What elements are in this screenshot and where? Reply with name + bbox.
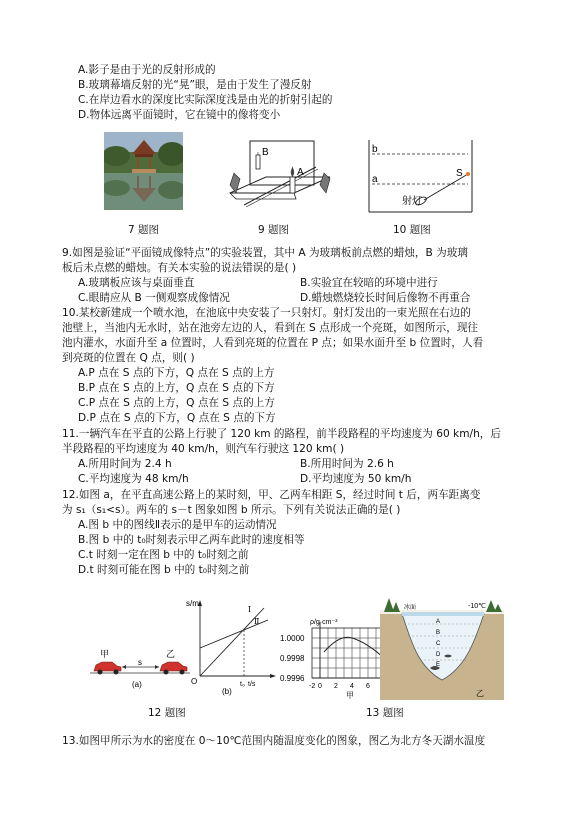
- fig13a-ytick-1: 1.0000: [280, 634, 305, 643]
- figure-13b-winter-lake: [380, 596, 504, 700]
- fig12a-sub-label: (a): [132, 680, 142, 689]
- caption-figure-10: 10 题图: [393, 224, 431, 236]
- fig13a-ytick-3: 0.9996: [280, 674, 305, 683]
- q9-stem-line-2: 板后未点燃的蜡烛。有关本实验的说法错误的是( ): [62, 262, 297, 274]
- fig13b-layer-b: B: [436, 630, 441, 636]
- fig13a-sub-label: 甲: [346, 691, 354, 700]
- q8-option-d: D.物体远离平面镜时，它在镜中的像将变小: [78, 109, 281, 121]
- q11-option-d: D.平均速度为 50 km/h: [300, 473, 412, 485]
- q10-option-b: B.P 点在 S 点的上方，Q 点在 S 点的下方: [78, 382, 275, 394]
- q12-option-c: C.t 时刻一定在图 b 中的 t₀时刻之前: [78, 549, 249, 561]
- q10-option-d: D.P 点在 S 点的下方，Q 点在 S 点的下方: [78, 412, 276, 424]
- q12-option-a: A.图 b 中的图线Ⅱ表示的是甲车的运动情况: [78, 519, 277, 531]
- q8-option-b: B.玻璃幕墙反射的光“晃”眼，是由于发生了漫反射: [78, 79, 312, 91]
- fig12b-line-2-label: Ⅱ: [254, 617, 260, 626]
- fig12b-sub-label: (b): [222, 687, 232, 696]
- q11-option-b: B.所用时间为 2.6 h: [300, 458, 394, 470]
- fig12a-label-jia: 甲: [100, 649, 110, 659]
- fig13b-layer-c: C: [436, 641, 441, 647]
- q9-option-a: A.玻璃板应该与桌面垂直: [78, 277, 195, 289]
- q12-option-d: D.t 时刻可能在图 b 中的 t₀时刻之前: [78, 564, 250, 576]
- figure-9-mirror-experiment: [226, 133, 334, 211]
- fig12b-ylabel: s/m: [186, 599, 199, 608]
- q11-stem-line-2: 半段路程的平均速度为 40 km/h，则汽车行驶这 120 km( ): [62, 443, 345, 455]
- q9-option-c: C.眼睛应从 B 一侧观察成像情况: [78, 292, 230, 304]
- fig13a-xtick-3: 2: [334, 683, 338, 690]
- caption-figure-9: 9 题图: [258, 224, 290, 236]
- q9-option-d: D.蜡烛燃烧较长时间后像物不再重合: [300, 292, 471, 304]
- fig13a-xtick-5: 6: [366, 683, 370, 690]
- q9-option-b: B.实验宜在较暗的环境中进行: [300, 277, 438, 289]
- fig13a-xtick-1: -2: [309, 683, 316, 690]
- figure-12a-two-cars: [90, 645, 190, 691]
- q10-stem-line-1: 10.某校新建成一个喷水池，在池底中央安装了一只射灯。射灯发出的一束光照在右边的: [62, 307, 471, 319]
- figure-10-pool-spotlight: [368, 136, 478, 214]
- q9-stem-line-1: 9.如图是验证“平面镜成像特点”的实验装置，其中 A 为玻璃板前点燃的蜡烛，B 为玻璃: [62, 247, 468, 259]
- caption-figure-7: 7 题图: [128, 224, 160, 236]
- q8-option-c: C.在岸边看水的深度比实际深度浅是由光的折射引起的: [78, 94, 333, 106]
- q12-option-b: B.图 b 中的 t₀时刻表示甲乙两车此时的速度相等: [78, 534, 305, 546]
- q12-stem-line-2: 为 s₁（s₁<s）。两车的 s－t 图象如图 b 所示。下列有关说法正确的是( ): [62, 504, 401, 516]
- q11-stem-line-1: 11.一辆汽车在平直的公路上行驶了 120 km 的路程，前半段路程的平均速度为 60 km/h，后: [62, 428, 501, 440]
- caption-figure-12: 12 题图: [148, 707, 186, 719]
- fig13b-ice-label: 冰面: [404, 605, 417, 611]
- figure-7-pavilion-photo: [104, 132, 183, 210]
- fig12b-xlabel: t/s: [248, 681, 256, 688]
- figure-12b-st-graph: [186, 596, 278, 696]
- fig13b-layer-d: D: [436, 652, 441, 658]
- fig9-label-b: B: [262, 147, 269, 158]
- fig12b-line-1-label: Ⅰ: [248, 605, 252, 614]
- q10-option-a: A.P 点在 S 点的下方，Q 点在 S 点的上方: [78, 367, 275, 379]
- q12-stem-line-1: 12.如图 a，在平直高速公路上的某时刻，甲、乙两车相距 S，经过时间 t 后，两车距离变: [62, 489, 481, 501]
- caption-figure-13: 13 题图: [366, 707, 404, 719]
- fig12a-label-yi: 乙: [166, 649, 176, 659]
- q10-stem-line-2: 池壁上，当池内无水时，站在池旁左边的人，看到在 S 点形成一个亮斑，如图所示，现往: [62, 322, 479, 334]
- q10-stem-line-3: 池内灌水，水面升至 a 位置时，人看到亮斑的位置在 P 点；如果水面升至 b 位置时，人看: [62, 337, 484, 349]
- fig13b-layer-a: A: [436, 619, 441, 625]
- fig10-label-a: a: [372, 174, 378, 185]
- q10-option-c: C.P 点在 S 点的上方，Q 点在 S 点的上方: [78, 397, 275, 409]
- fig13a-xtick-2: 0: [318, 683, 322, 690]
- fig13b-sub-label: 乙: [476, 689, 484, 698]
- q10-stem-line-4: 到亮斑的位置在 Q 点，则( ): [62, 352, 195, 364]
- fig12b-origin: O: [191, 677, 198, 686]
- fig10-label-lamp: 射灯: [402, 196, 422, 207]
- fig13b-layer-e: E: [436, 662, 441, 668]
- fig10-label-b: b: [372, 144, 378, 155]
- fig13a-xtick-4: 4: [350, 683, 354, 690]
- fig13a-ytick-2: 0.9998: [280, 654, 305, 663]
- fig13a-ylabel: ρ/g·cm⁻³: [310, 619, 338, 626]
- fig12a-label-s: s: [138, 658, 142, 667]
- q8-option-a: A.影子是由于光的反射形成的: [78, 64, 216, 76]
- fig13b-temp-label: -10℃: [468, 603, 486, 610]
- q13-stem-line-1: 13.如图甲所示为水的密度在 0～10℃范围内随温度变化的图象，图乙为北方冬天湖水温度: [62, 735, 486, 747]
- fig10-label-s: S: [456, 168, 463, 179]
- fig9-label-a: A: [297, 167, 304, 178]
- fig12b-t0: t₀: [240, 681, 245, 688]
- q11-option-c: C.平均速度为 48 km/h: [78, 473, 189, 485]
- q11-option-a: A.所用时间为 2.4 h: [78, 458, 172, 470]
